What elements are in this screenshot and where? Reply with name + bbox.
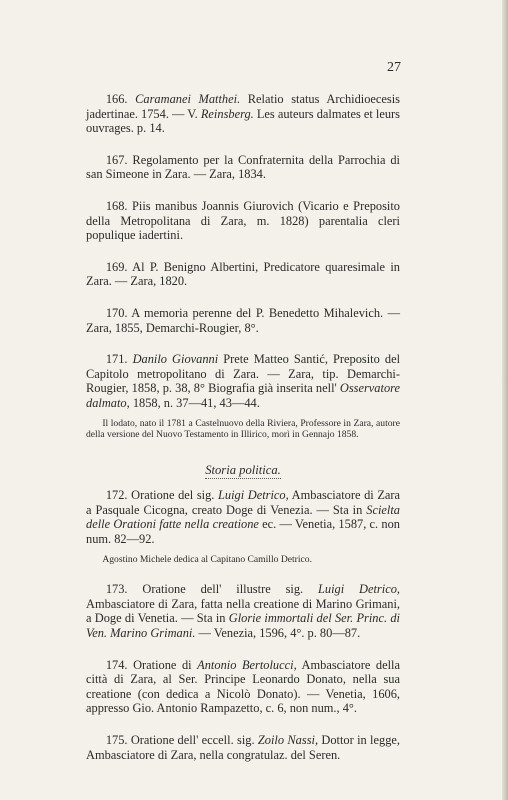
entry-text: 171. [105,352,133,367]
entry-italic-text: Luigi Detrico, [218,488,289,503]
entry-note: Il lodato, nato il 1781 a Castelnuovo della Riviera, Professore in Zara, autore della versione del Nuovo Testamento in Illirico, morì in Gennajo 1858. [86,417,400,441]
entry-text: 174. Oratione di [105,657,198,672]
bibliography-entry [86,658,400,716]
entry-text: 170. A memoria perenne del P. Benedetto Mihalevich. — Zara, 1855, Demarchi-Rougier, 8°. [86,305,400,335]
entry-text: 175. Oratione dell' eccell. sig. [105,733,258,747]
entry-italic-text: Scielta delle Orationi fatte nella creatione [86,502,400,532]
entry-text: 166. [105,92,136,106]
entry-text: — Venezia, 1596, 4°. p. 80—87. [195,626,361,641]
entry-text: ec. — Venetia, 1587, c. non num. 82—92. [86,517,400,547]
entry-note: Agostino Michele dedica al Capitano Camillo Detrico. [102,553,312,565]
entry-text: 173. Oratione dell' illustre sig. [105,582,318,597]
entry-text: 172. Oratione del sig. [105,488,218,503]
section-title-text: Storia politica. [205,462,281,477]
entry-italic-text: Osservatore dalmato, [86,381,400,410]
bibliography-entry [86,488,400,546]
page-content [86,92,400,779]
section-title [86,463,400,478]
entry-text: Relatio status Archidioecesis jadertinae. 1754. — V. [86,92,401,121]
entry-italic-text: Reinsberg. [200,106,254,121]
entry-italic-text: Antonio Bertolucci, [197,657,297,672]
bibliography-entry [86,582,400,640]
entry-text: Dottor in legge, Ambasciatore di Zara, nella congratulaz. del Seren. [86,733,400,762]
bibliography-entry [86,352,400,410]
bibliography-entry [86,306,400,335]
entry-italic-text: Danilo Giovanni [132,352,219,367]
entry-text: Les auteurs dalmates et leurs ouvrages. p. 14. [86,106,401,136]
entry-italic-text: Zoilo Nassi, [257,733,319,747]
entry-text: 168. Piis manibus Joannis Giurovich (Vicario e Preposito della Metropolitana di Zara, m. 1828) parentalia cleri populique iadertini. [86,198,400,243]
entry-italic-text: Caramanei Matthei. [135,92,241,106]
bibliography-entry [86,260,400,289]
entry-italic-text: Luigi Detrico, [318,582,400,597]
bibliography-entry [86,92,400,136]
bibliography-entry [86,153,400,182]
bibliography-entry [86,733,400,762]
page-number: 27 [387,60,401,75]
entry-italic-text: Glorie immortali del Ser. Princ. di Ven. Marino Grimani. [86,611,400,641]
entries-block-1 [86,92,400,441]
entry-text: Prete Matteo Santić, Preposito del Capitolo metropolitano di Zara. — Zara, tip. Demarchi-Rougier, 1858, p. 38, 8° Biografia già inserita nell' [86,352,401,396]
entry-text: 169. Al P. Benigno Albertini, Predicatore quaresimale in Zara. — Zara, 1820. [86,259,400,289]
entry-text: Ambasciatore della città di Zara, al Ser. Principe Leonardo Donato, nella sua creatione (con dedica a Nicolò Donato). — Venetia, 1606, appresso Gio. Antonio Rampazetto, c. 6, non num., 4°. [86,657,400,716]
entry-text: Ambasciatore di Zara a Pasquale Cicogna, creato Doge di Venezia. — Sta in [86,488,401,517]
bibliography-entry [86,199,400,243]
entries-block-2 [86,488,400,762]
entry-text: 167. Regolamento per la Confraternita della Parrochia di san Simeone in Zara. — Zara, 1834. [86,152,400,182]
entry-text: Ambasciatore di Zara, fatta nella creatione di Marino Grimani, a Doge di Venetia. — Sta in [86,596,400,626]
entry-text: 1858, n. 37—41, 43—44. [129,395,260,410]
